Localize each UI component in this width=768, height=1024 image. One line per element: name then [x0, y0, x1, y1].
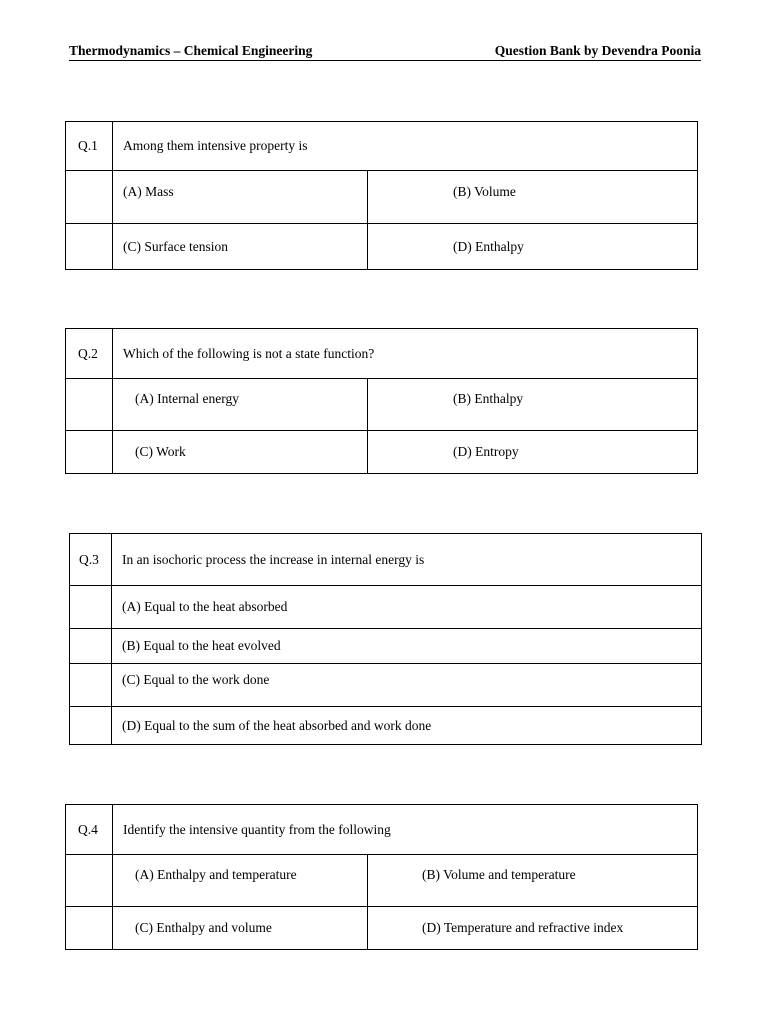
option-d: (D) Equal to the sum of the heat absorbed and work done — [112, 707, 702, 745]
page-header — [69, 42, 701, 61]
question-text: Identify the intensive quantity from the following — [113, 805, 698, 855]
header-author: Question Bank by Devendra Poonia — [494, 43, 701, 58]
question-text: Which of the following is not a state function? — [113, 329, 698, 379]
question-text: In an isochoric process the increase in internal energy is — [112, 534, 702, 586]
option-c: (C) Surface tension — [113, 224, 368, 270]
option-c: (C) Equal to the work done — [112, 664, 702, 707]
question-number: Q.2 — [66, 329, 113, 379]
option-d: (D) Temperature and refractive index — [368, 907, 698, 950]
option-b: (B) Volume and temperature — [368, 855, 698, 907]
question-number: Q.3 — [70, 534, 112, 586]
option-a: (A) Mass — [113, 171, 368, 224]
option-b: (B) Equal to the heat evolved — [112, 629, 702, 664]
question-1 — [65, 121, 698, 270]
option-b: (B) Enthalpy — [368, 379, 698, 431]
option-d: (D) Enthalpy — [368, 224, 698, 270]
option-c: (C) Work — [113, 431, 368, 474]
option-a: (A) Equal to the heat absorbed — [112, 586, 702, 629]
option-d: (D) Entropy — [368, 431, 698, 474]
question-2 — [65, 328, 698, 474]
option-b: (B) Volume — [368, 171, 698, 224]
header-subject: Thermodynamics – Chemical Engineering — [69, 43, 313, 58]
question-number: Q.4 — [66, 805, 113, 855]
question-4 — [65, 804, 698, 950]
question-text: Among them intensive property is — [113, 122, 698, 171]
question-3 — [69, 533, 702, 745]
question-number: Q.1 — [66, 122, 113, 171]
option-a: (A) Enthalpy and temperature — [113, 855, 368, 907]
option-a: (A) Internal energy — [113, 379, 368, 431]
option-c: (C) Enthalpy and volume — [113, 907, 368, 950]
